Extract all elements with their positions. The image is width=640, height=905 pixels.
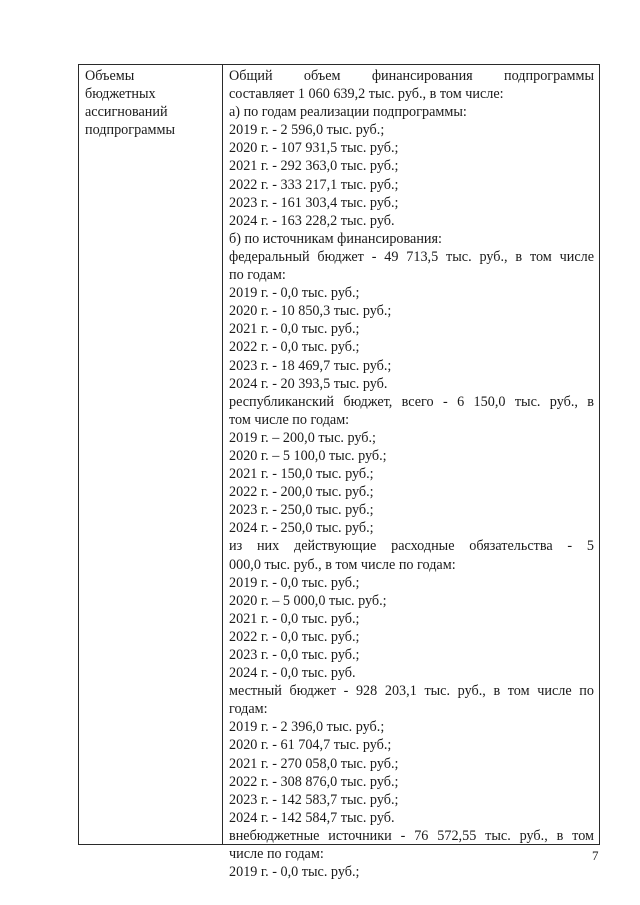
funding-table <box>78 64 600 881</box>
funding-text-line: республиканский бюджет, всего - 6 150,0 тыс. руб., в <box>229 393 594 410</box>
funding-text-line: 2019 г. - 0,0 тыс. руб.; <box>229 285 360 302</box>
funding-text-line: по годам: <box>229 267 286 284</box>
funding-text-line: внебюджетные источники - 76 572,55 тыс. руб., в том <box>229 827 594 844</box>
funding-text-line: 2020 г. - 61 704,7 тыс. руб.; <box>229 737 392 754</box>
funding-text-line: 2021 г. - 292 363,0 тыс. руб.; <box>229 158 399 175</box>
funding-text-line: местный бюджет - 928 203,1 тыс. руб., в том числе по <box>229 683 594 700</box>
funding-text-line: Общий объем финансирования подпрограммы <box>229 68 594 84</box>
page-number: 7 <box>592 848 599 863</box>
funding-text-line: 2020 г. - 10 850,3 тыс. руб.; <box>229 303 392 320</box>
funding-text-line: годам: <box>229 701 268 718</box>
funding-text-line: федеральный бюджет - 49 713,5 тыс. руб., в том числе <box>229 248 594 265</box>
parameter-label-line: подпрограммы <box>85 122 175 139</box>
funding-text-line: 2022 г. - 0,0 тыс. руб.; <box>229 628 360 645</box>
funding-text-line: а) по годам реализации подпрограммы: <box>229 104 467 121</box>
funding-text-line: б) по источникам финансирования: <box>229 230 442 247</box>
passport-parameter-cell <box>85 67 217 139</box>
funding-text-line: 2020 г. – 5 100,0 тыс. руб.; <box>229 447 387 464</box>
funding-details-cell <box>229 67 594 881</box>
funding-text-line: 2019 г. - 2 396,0 тыс. руб.; <box>229 719 385 736</box>
parameter-label-line: бюджетных <box>85 86 156 103</box>
funding-text-line: 2021 г. - 270 058,0 тыс. руб.; <box>229 755 399 772</box>
funding-text-line: том числе по годам: <box>229 411 350 428</box>
funding-text-line: 2020 г. - 107 931,5 тыс. руб.; <box>229 140 399 157</box>
funding-text-line: 2022 г. - 333 217,1 тыс. руб.; <box>229 176 399 193</box>
funding-text-line: из них действующие расходные обязательства - 5 <box>229 538 594 555</box>
funding-text-line: 2023 г. - 18 469,7 тыс. руб.; <box>229 357 392 374</box>
funding-text-line: 2022 г. - 200,0 тыс. руб.; <box>229 484 374 501</box>
funding-text-line: 2023 г. - 0,0 тыс. руб.; <box>229 647 360 663</box>
funding-text-line: 000,0 тыс. руб., в том числе по годам: <box>229 556 456 573</box>
funding-text-line: 2019 г. - 0,0 тыс. руб.; <box>229 574 360 591</box>
funding-text-line: 2023 г. - 142 583,7 тыс. руб.; <box>229 791 399 808</box>
funding-text-line: 2023 г. - 250,0 тыс. руб.; <box>229 502 374 519</box>
parameter-label-line: ассигнований <box>85 104 168 121</box>
funding-text-line: 2020 г. – 5 000,0 тыс. руб.; <box>229 592 387 609</box>
funding-text-line: 2024 г. - 250,0 тыс. руб.; <box>229 520 374 537</box>
funding-text-line: составляет 1 060 639,2 тыс. руб., в том числе: <box>229 86 504 103</box>
funding-text-line: 2019 г. - 0,0 тыс. руб.; <box>229 864 360 881</box>
funding-text-line: 2024 г. - 163 228,2 тыс. руб. <box>229 212 395 229</box>
column-divider <box>222 65 223 844</box>
parameter-label-line: Объемы <box>85 68 135 84</box>
funding-text-line: 2021 г. - 150,0 тыс. руб.; <box>229 466 374 483</box>
funding-text-line: 2019 г. - 2 596,0 тыс. руб.; <box>229 122 385 139</box>
funding-text-line: 2024 г. - 0,0 тыс. руб. <box>229 665 356 682</box>
funding-text-line: 2021 г. - 0,0 тыс. руб.; <box>229 321 360 338</box>
funding-text-line: 2019 г. – 200,0 тыс. руб.; <box>229 429 376 446</box>
funding-text-line: 2024 г. - 142 584,7 тыс. руб. <box>229 809 395 826</box>
funding-text-line: числе по годам: <box>229 846 324 863</box>
funding-text-line: 2021 г. - 0,0 тыс. руб.; <box>229 610 360 627</box>
funding-text-line: 2022 г. - 0,0 тыс. руб.; <box>229 339 360 356</box>
funding-text-line: 2023 г. - 161 303,4 тыс. руб.; <box>229 194 399 211</box>
funding-text-line: 2022 г. - 308 876,0 тыс. руб.; <box>229 773 399 790</box>
funding-text-line: 2024 г. - 20 393,5 тыс. руб. <box>229 375 388 392</box>
